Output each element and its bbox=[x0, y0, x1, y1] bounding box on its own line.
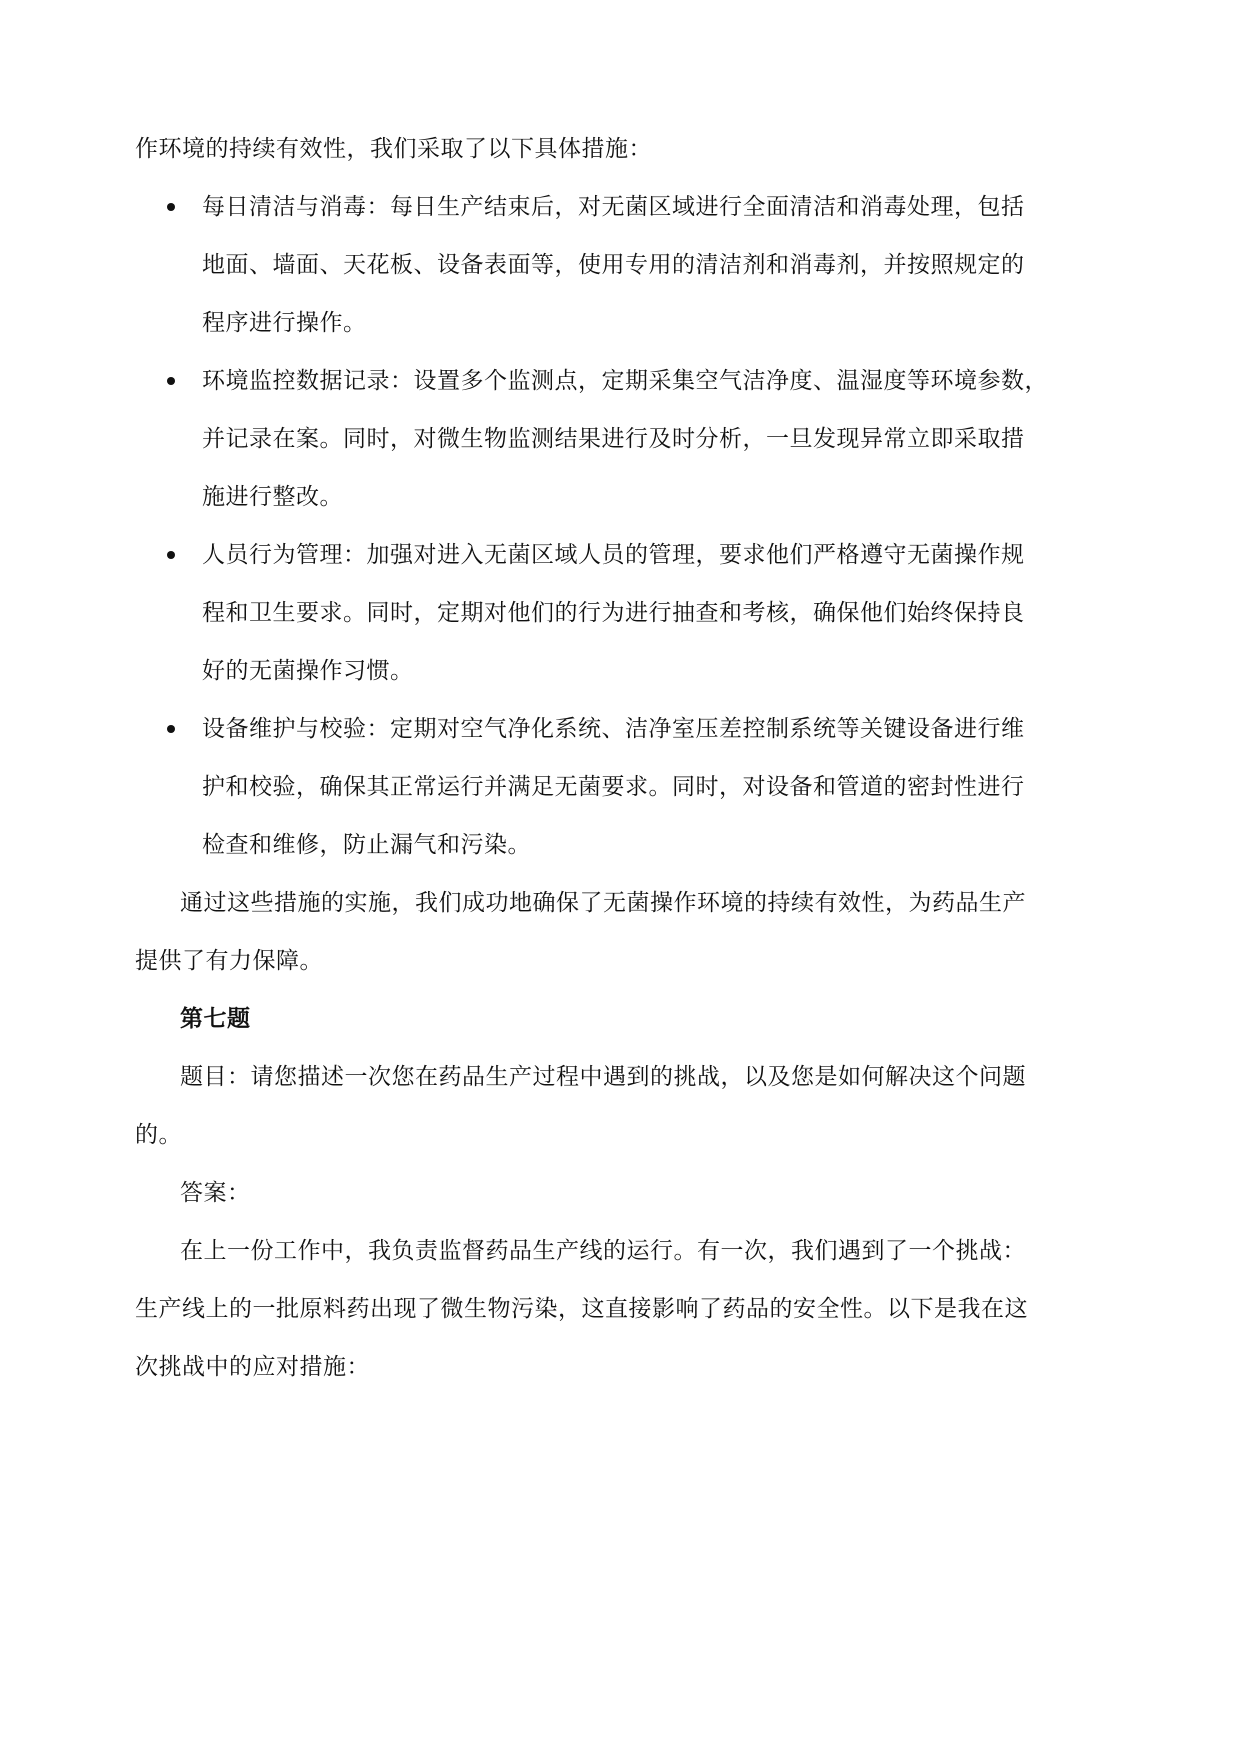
intro-line: 作环境的持续有效性，我们采取了以下具体措施： bbox=[135, 136, 652, 162]
bullet-text-line: 人员行为管理：加强对进入无菌区域人员的管理，要求他们严格遵守无菌操作规 bbox=[202, 542, 1025, 568]
bullet-text-line: 程序进行操作。 bbox=[202, 310, 367, 336]
bullet-text-line: 环境监控数据记录：设置多个监测点，定期采集空气洁净度、温湿度等环境参数， bbox=[202, 368, 1048, 394]
bullet-dot-icon bbox=[167, 551, 175, 559]
bullet-dot-icon bbox=[167, 203, 175, 211]
question-line: 题目：请您描述一次您在药品生产过程中遇到的挑战，以及您是如何解决这个问题 bbox=[180, 1064, 1026, 1090]
answer-line: 次挑战中的应对措施： bbox=[135, 1354, 370, 1380]
answer-line: 生产线上的一批原料药出现了微生物污染，这直接影响了药品的安全性。以下是我在这 bbox=[135, 1296, 1028, 1322]
question-line: 的。 bbox=[135, 1122, 182, 1148]
bullet-text-line: 检查和维修，防止漏气和污染。 bbox=[202, 832, 531, 858]
bullet-text-line: 施进行整改。 bbox=[202, 484, 343, 510]
summary-line: 通过这些措施的实施，我们成功地确保了无菌操作环境的持续有效性，为药品生产 bbox=[180, 890, 1026, 916]
bullet-text-line: 设备维护与校验：定期对空气净化系统、洁净室压差控制系统等关键设备进行维 bbox=[202, 716, 1025, 742]
bullet-dot-icon bbox=[167, 377, 175, 385]
bullet-text-line: 护和校验，确保其正常运行并满足无菌要求。同时，对设备和管道的密封性进行 bbox=[202, 774, 1025, 800]
bullet-text-line: 每日清洁与消毒：每日生产结束后，对无菌区域进行全面清洁和消毒处理，包括 bbox=[202, 194, 1025, 220]
answer-label: 答案： bbox=[180, 1180, 251, 1206]
bullet-text-line: 地面、墙面、天花板、设备表面等，使用专用的清洁剂和消毒剂，并按照规定的 bbox=[202, 252, 1025, 278]
bullet-text-line: 好的无菌操作习惯。 bbox=[202, 658, 414, 684]
answer-line: 在上一份工作中，我负责监督药品生产线的运行。有一次，我们遇到了一个挑战： bbox=[180, 1238, 1026, 1264]
bullet-text-line: 并记录在案。同时，对微生物监测结果进行及时分析，一旦发现异常立即采取措 bbox=[202, 426, 1025, 452]
bullet-text-line: 程和卫生要求。同时，定期对他们的行为进行抽查和考核，确保他们始终保持良 bbox=[202, 600, 1025, 626]
section-heading: 第七题 bbox=[180, 1005, 251, 1032]
summary-line: 提供了有力保障。 bbox=[135, 948, 323, 974]
bullet-dot-icon bbox=[167, 725, 175, 733]
